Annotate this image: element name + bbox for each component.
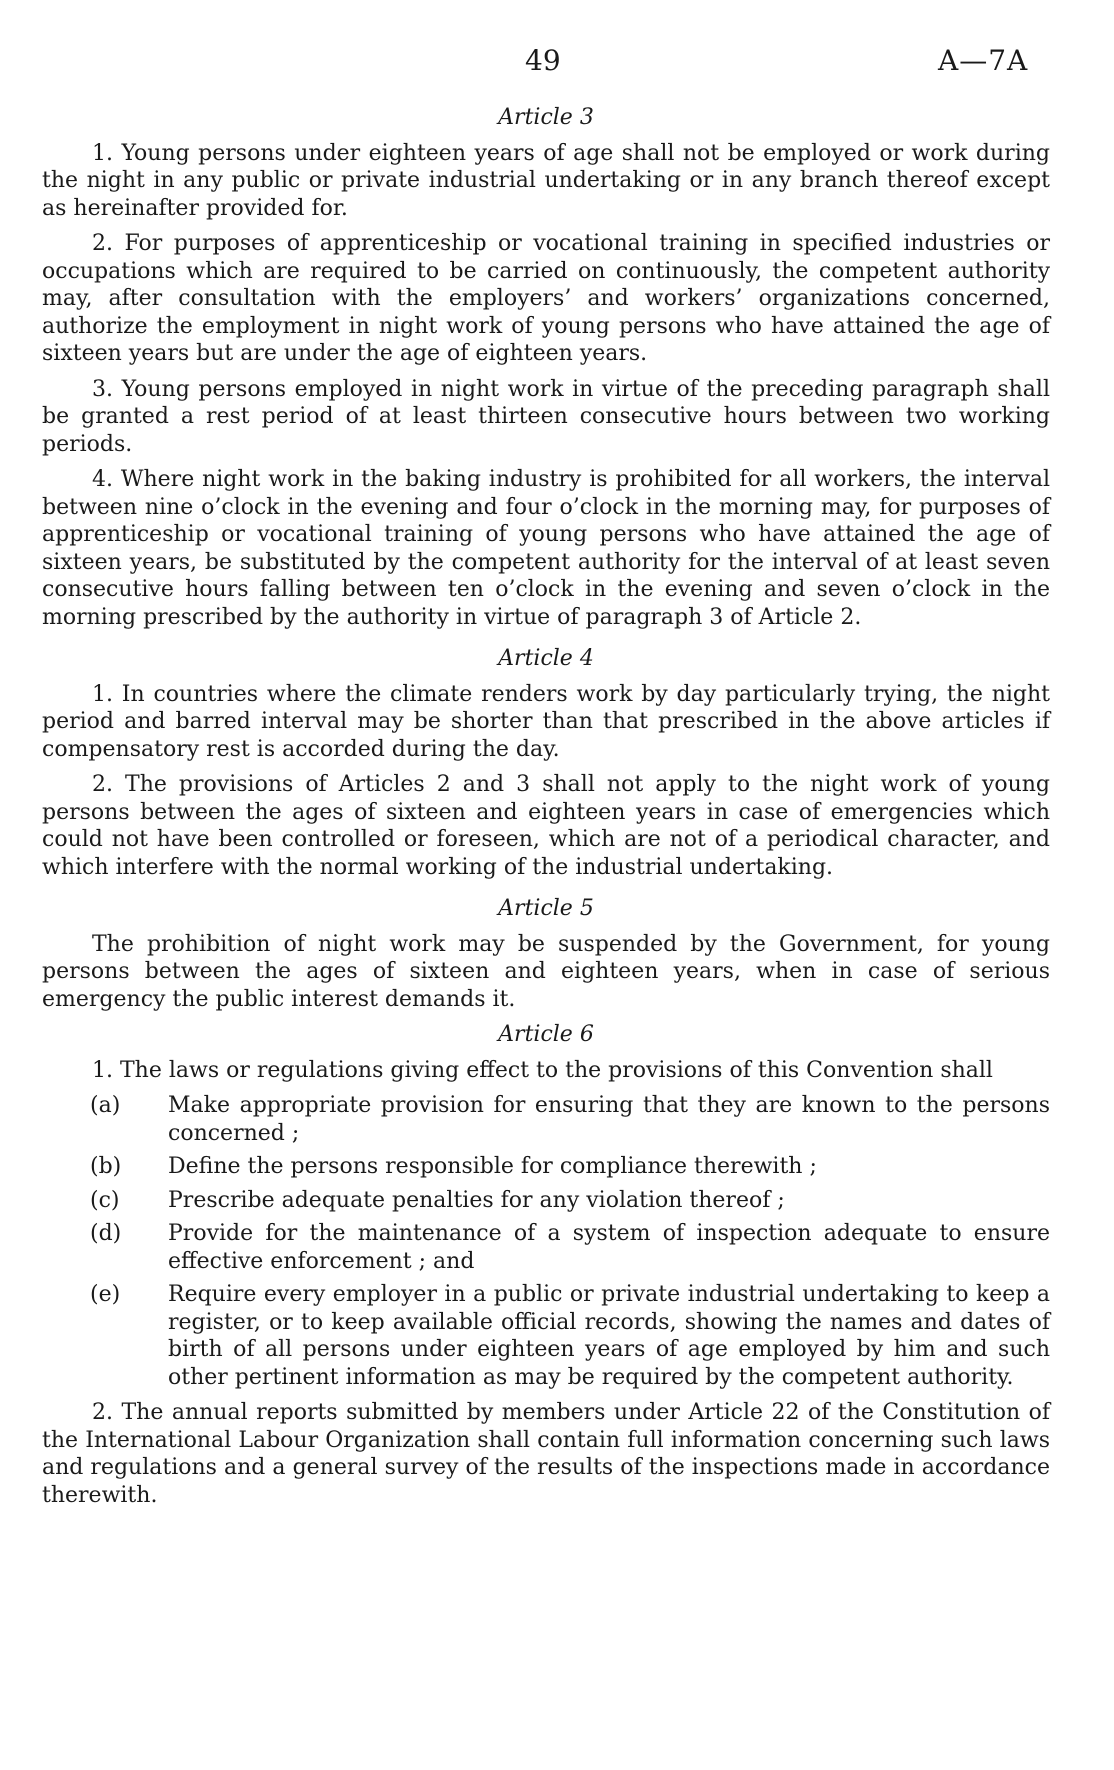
article-heading: Article 6	[498, 1022, 594, 1047]
paragraph: 4. Where night work in the baking industry is prohibited for all workers, the interval between nine o’clock in the evening and four o’clock in the morning may, for purposes of apprenticeship or vocational training of young persons who have attained the age of sixteen years, be substituted by the competent authority for the interval of at least seven consecutive hours falling between ten o’clock in the evening and seven o’clock in the morning prescribed by the authority in virtue of paragraph 3 of Article 2.	[42, 467, 1050, 630]
paragraph: 1. In countries where the climate renders work by day particularly trying, the night period and barred interval may be shorter than that prescribed in the above articles if compensatory rest is accorded during the day.	[42, 681, 1050, 762]
article-5	[42, 895, 1050, 1013]
article-heading: Article 4	[498, 646, 594, 671]
document-reference: A—7A	[938, 44, 1029, 77]
list-item-label: (a)	[90, 1093, 121, 1118]
list-item-label: (d)	[90, 1221, 122, 1246]
paragraph: 2. The annual reports submitted by members under Article 22 of the Constitution of the International Labour Organization shall contain full information concerning such laws and regulations and a general survey of the results of the inspections made in accordance therewith.	[42, 1400, 1050, 1508]
page-header	[0, 44, 1114, 84]
list-item-label: (e)	[90, 1282, 121, 1307]
article-heading: Article 3	[498, 105, 594, 130]
list-item-label: (b)	[90, 1154, 122, 1179]
paragraph: 3. Young persons employed in night work in virtue of the preceding paragraph shall be granted a rest period of at least thirteen consecutive hours between two working periods.	[42, 376, 1050, 457]
requirements-list	[42, 1092, 1050, 1391]
page-number: 49	[525, 44, 561, 77]
list-item-label: (c)	[90, 1187, 120, 1213]
list-item-text: Provide for the maintenance of a system of inspection adequate to ensure effective enforcement ; and	[168, 1221, 1050, 1274]
paragraph: 1. Young persons under eighteen years of age shall not be employed or work during the night in any public or private industrial undertaking or in any branch thereof except as hereinafter provided for.	[42, 140, 1050, 221]
list-item-text: Prescribe adequate penalties for any violation thereof ;	[168, 1187, 785, 1213]
list-item-text: Define the persons responsible for compliance therewith ;	[168, 1154, 817, 1179]
article-4	[42, 645, 1050, 881]
paragraph: 2. The provisions of Articles 2 and 3 shall not apply to the night work of young persons between the ages of sixteen and eighteen years in case of emergencies which could not have been controlled or foreseen, which are not of a periodical character, and which interfere with the normal working of the industrial undertaking.	[42, 772, 1050, 880]
list-item	[42, 1092, 1050, 1147]
list-item	[42, 1153, 1050, 1181]
paragraph: 1. The laws or regulations giving effect to the provisions of this Convention shall	[92, 1057, 993, 1083]
list-item	[42, 1187, 1050, 1215]
article-3	[42, 104, 1050, 631]
list-item	[42, 1220, 1050, 1275]
paragraph: The prohibition of night work may be suspended by the Government, for young persons between the ages of sixteen and eighteen years, when in case of serious emergency the public interest demands it.	[42, 931, 1050, 1012]
list-item	[42, 1281, 1050, 1391]
list-item-text: Require every employer in a public or private industrial undertaking to keep a register, or to keep available official records, showing the names and dates of birth of all persons under eighteen years of age employed by him and such other pertinent information as may be required by the competent authority.	[168, 1282, 1050, 1390]
list-item-text: Make appropriate provision for ensuring that they are known to the persons concerned ;	[168, 1093, 1050, 1146]
article-6	[42, 1021, 1050, 1509]
article-heading: Article 5	[498, 896, 594, 921]
document-body	[42, 104, 1050, 1517]
paragraph: 2. For purposes of apprenticeship or vocational training in specified industries or occupations which are required to be carried on continuously, the competent authority may, after consultation with the employers’ and workers’ organizations concerned, authorize the employment in night work of young persons who have attained the age of sixteen years but are under the age of eighteen years.	[42, 231, 1050, 366]
